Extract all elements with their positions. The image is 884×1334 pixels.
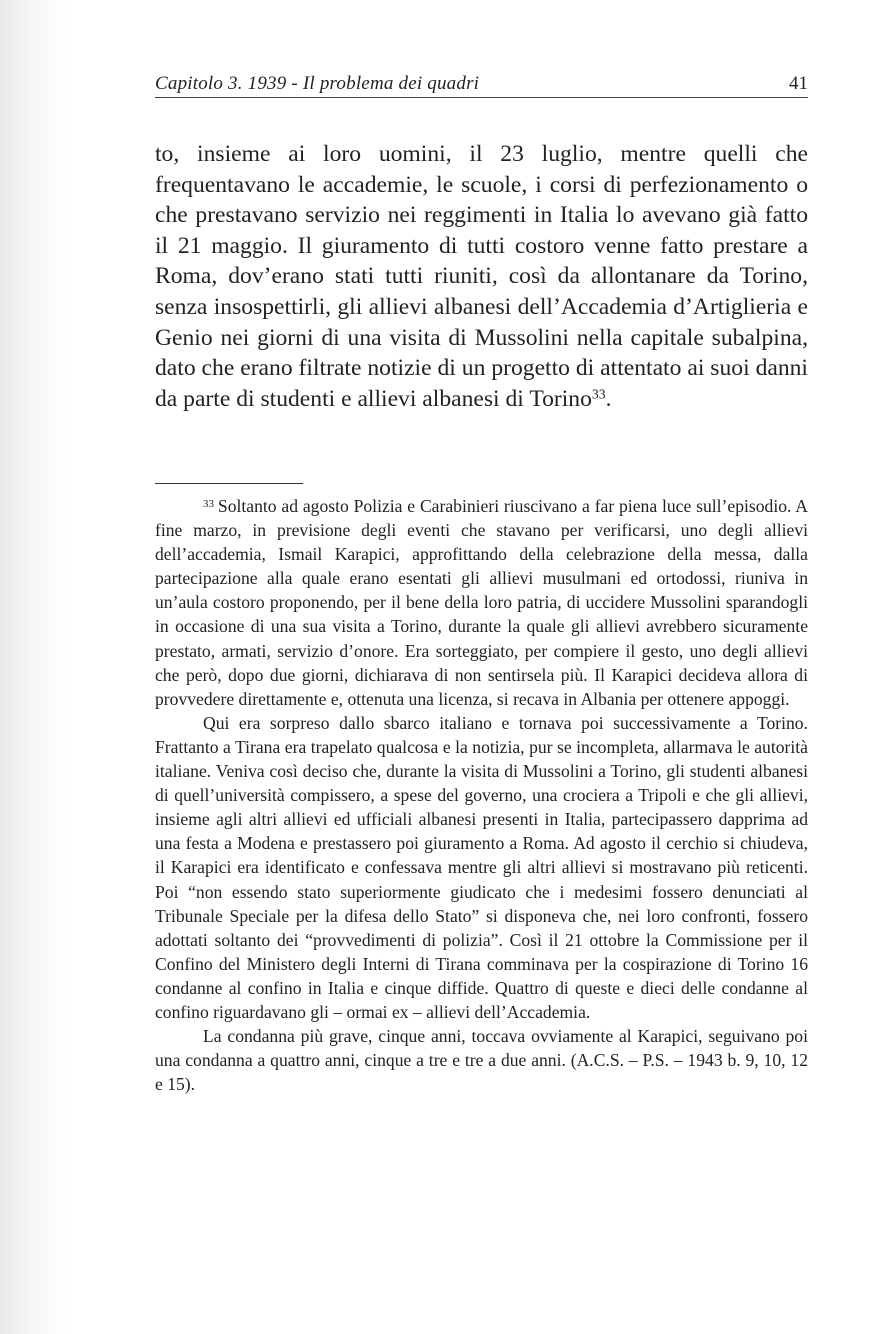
main-paragraph <box>155 139 808 414</box>
footnote-block <box>155 494 808 1096</box>
running-header <box>155 71 808 98</box>
footnote-paragraph-1 <box>155 494 808 711</box>
footnote-paragraph-2: Qui era sorpreso dallo sbarco italiano e tornava poi successivamente a Torino. Frattanto a Tirana era trapelato qualcosa e la notizia, pur se incompleta, allarmava le autorità italiane. Veniva così deciso che, durante la visita di Mussolini a Torino, gli studenti albanesi di quell’università compissero, a spese del governo, una crociera a Tripoli e che gli allievi, insieme agli altri allievi ed ufficiali albanesi presenti in Italia, partecipassero dapprima ad una festa a Modena e prestassero poi giuramento a Roma. Ad agosto il cerchio si chiudeva, il Karapici era identificato e confessava mentre gli altri allievi si mostravano più reticenti. Poi “non essendo stato superiormente giudicato che i medesimi fossero denunciati al Tribunale Speciale per la difesa dello Stato” si disponeva che, nei loro confronti, fossero adottati soltanto dei “provvedimenti di polizia”. Così il 21 ottobre la Commissione per il Confino del Ministero degli Interni di Tirana comminava per la cospirazione di Torino 16 condanne al confino in Italia e cinque diffide. Quattro di queste e dieci delle condanne al confino riguardavano gli – ormai ex – allievi dell’Accademia. <box>155 712 808 1022</box>
paragraph-text: to, insieme ai loro uomini, il 23 luglio, mentre quelli che frequentavano le accademie, le scuole, i corsi di perfezionamento o che prestavano servizio nei reggimenti in Italia lo avevano già fatto il 21 maggio. Il giuramento di tutti costoro venne fatto prestare a Roma, dov’erano stati tutti riuniti, così da allontanare da Torino, senza insospettirli, gli allievi albanesi dell’Accademia d’Artiglieria e Genio nei giorni di una visita di Mussolini nella capitale subalpina, dato che erano filtrate notizie di un progetto di attentato ai suoi danni da parte di studenti e allievi albanesi di Torino <box>155 141 808 412</box>
running-title: Capitolo 3. 1939 - Il problema dei quadri <box>155 73 480 94</box>
footnote-reference[interactable]: 33 <box>591 386 606 402</box>
footnote-paragraph-3: La condanna più grave, cinque anni, toccava ovviamente al Karapici, seguivano poi una condanna a quattro anni, cinque a tre e tre a due anni. (A.C.S. – P.S. – 1943 b. 9, 10, 12 e 15). <box>155 1026 808 1095</box>
paragraph-end: . <box>605 385 612 412</box>
footnote-separator <box>155 483 303 484</box>
footnote-number: 33 <box>203 497 214 510</box>
page-number: 41 <box>789 73 808 94</box>
footnote-text-1: Soltanto ad agosto Polizia e Carabinieri riuscivano a far piena luce sull’episodio. A fine marzo, in previsione degli eventi che stavano per verificarsi, uno degli allievi dell’accademia, Ismail Karapici, approfittando della celebrazione della messa, dalla partecipazione alla quale erano esentati gli allievi musulmani ed ortodossi, riuniva in un’aula costoro proponendo, per il bene della loro patria, di uccidere Mussolini sparandogli in occasione di una sua visita a Torino, durante la quale gli allievi avrebbero sicuramente prestato, armati, servizio d’onore. Era sorteggiato, per compiere il gesto, uno degli allievi che però, dopo due giorni, dichiarava di non sentirsela più. Il Karapici decideva allora di provvedere direttamente e, ottenuta una licenza, si recava in Albania per ottenere appoggi. <box>155 496 808 709</box>
